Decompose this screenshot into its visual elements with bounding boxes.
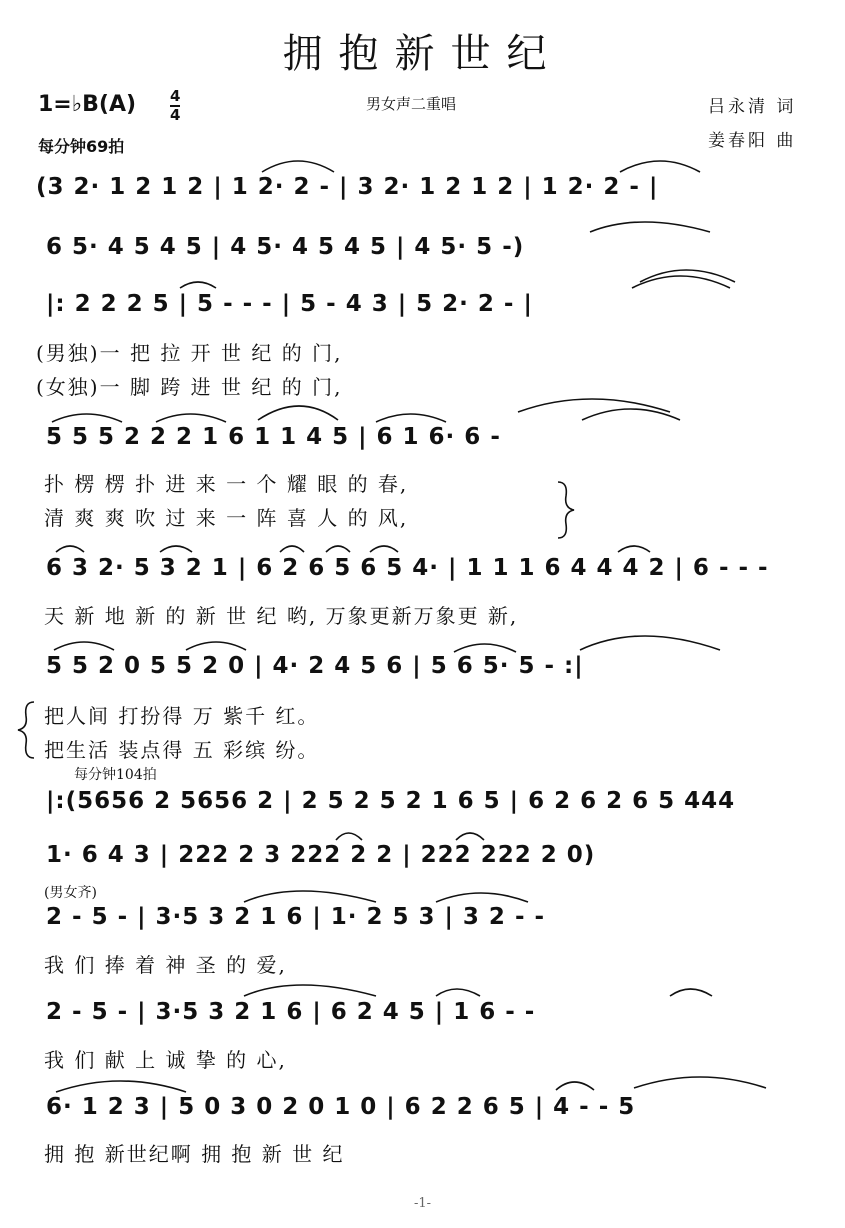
slur [454, 644, 516, 652]
slur [620, 161, 700, 172]
notation-line: 2 - 5 - | 3·5 3 2 1 6 | 6 2 4 5 | 1 6 - - [46, 999, 536, 1025]
slur [456, 833, 484, 840]
lyrics-line: 把人间 打扮得 万 紫千 红。 [44, 704, 320, 728]
notation-line: 2 - 5 - | 3·5 3 2 1 6 | 1· 2 5 3 | 3 2 - - [46, 904, 546, 930]
lyrics-line: (女独)一 脚 跨 进 世 纪 的 门, [36, 375, 343, 399]
brace [558, 482, 574, 538]
slur [160, 546, 192, 552]
slur [670, 989, 712, 996]
lyrics-line: 把生活 装点得 五 彩缤 纷。 [44, 738, 320, 762]
slur [618, 546, 650, 552]
slur [376, 414, 446, 422]
voice-label: (男女齐) [44, 885, 97, 901]
slur [436, 989, 480, 996]
slur [54, 642, 114, 650]
notation-line: |: 2 2 2 5 | 5 - - - | 5 - 4 3 | 5 2· 2 - | [46, 291, 533, 317]
brace [18, 702, 34, 758]
slur [186, 642, 246, 650]
lyricist-credit: 吕永清 词 [708, 97, 797, 117]
slur [56, 1081, 186, 1092]
lyrics-line: 扑 楞 楞 扑 进 来 一 个 耀 眼 的 春, [44, 472, 409, 496]
slur [56, 546, 84, 552]
notation-line: 6 5· 4 5 4 5 | 4 5· 4 5 4 5 | 4 5· 5 -) [46, 234, 525, 260]
lyrics-line: 我 们 献 上 诚 挚 的 心, [44, 1048, 287, 1072]
notation-line: 5 5 2 0 5 5 2 0 | 4· 2 4 5 6 | 5 6 5· 5 - :| [46, 653, 584, 679]
time-signature-top: 4 [170, 87, 181, 105]
lyrics-line: (男独)一 把 拉 开 世 纪 的 门, [36, 341, 343, 365]
notation-line: |:(5656 2 5656 2 | 2 5 2 5 2 1 6 5 | 6 2 6 2 6 5 444 [46, 788, 736, 814]
notation-line: 6 3 2· 5 3 2 1 | 6 2 6 5 6 5 4· | 1 1 1 6 4 4 4 2 | 6 - - - [46, 555, 769, 581]
slur [326, 546, 350, 552]
performance-subtitle: 男女声二重唱 [366, 95, 457, 113]
notation-line: 6· 1 2 3 | 5 0 3 0 2 0 1 0 | 6 2 2 6 5 | 4 - - 5 [46, 1094, 636, 1120]
page-number: -1- [413, 1196, 432, 1211]
page-title: 拥抱新世纪 [282, 31, 563, 77]
lyrics-line: 天 新 地 新 的 新 世 纪 哟, 万象更新万象更 新, [44, 604, 519, 628]
lyrics-line: 清 爽 爽 吹 过 来 一 阵 喜 人 的 风, [44, 506, 409, 530]
tempo-marking: 每分钟69拍 [38, 137, 125, 156]
lyrics-line: 我 们 捧 着 神 圣 的 爱, [44, 953, 287, 977]
slur [180, 282, 216, 288]
key-signature: 1=♭B(A) [38, 92, 137, 117]
slur [280, 546, 304, 552]
time-signature-bottom: 4 [170, 106, 181, 124]
slur [556, 1082, 594, 1090]
slur [244, 891, 376, 902]
notation-line: 1· 6 4 3 | 222 2 3 222 2 2 | 222 222 2 0) [46, 842, 596, 868]
slur [580, 636, 720, 650]
composer-credit: 姜春阳 曲 [708, 131, 797, 151]
notation-line: 5 5 5 2 2 2 1 6 1 1 4 5 | 6 1 6· 6 - [46, 424, 501, 450]
slur [634, 1077, 766, 1088]
slur [52, 414, 122, 422]
tempo-change-marking: 每分钟104拍 [74, 767, 157, 783]
slur [262, 161, 334, 172]
slur [590, 222, 710, 232]
slur [370, 546, 398, 552]
slur [632, 276, 730, 288]
slur [336, 833, 362, 840]
slur [436, 893, 528, 902]
slur [258, 406, 338, 420]
slur [244, 985, 376, 996]
notation-line: (3 2· 1 2 1 2 | 1 2· 2 - | 3 2· 1 2 1 2 | 1 2· 2 - | [36, 174, 659, 200]
slur [156, 414, 226, 422]
lyrics-line: 拥 抱 新世纪啊 拥 抱 新 世 纪 [44, 1142, 345, 1166]
